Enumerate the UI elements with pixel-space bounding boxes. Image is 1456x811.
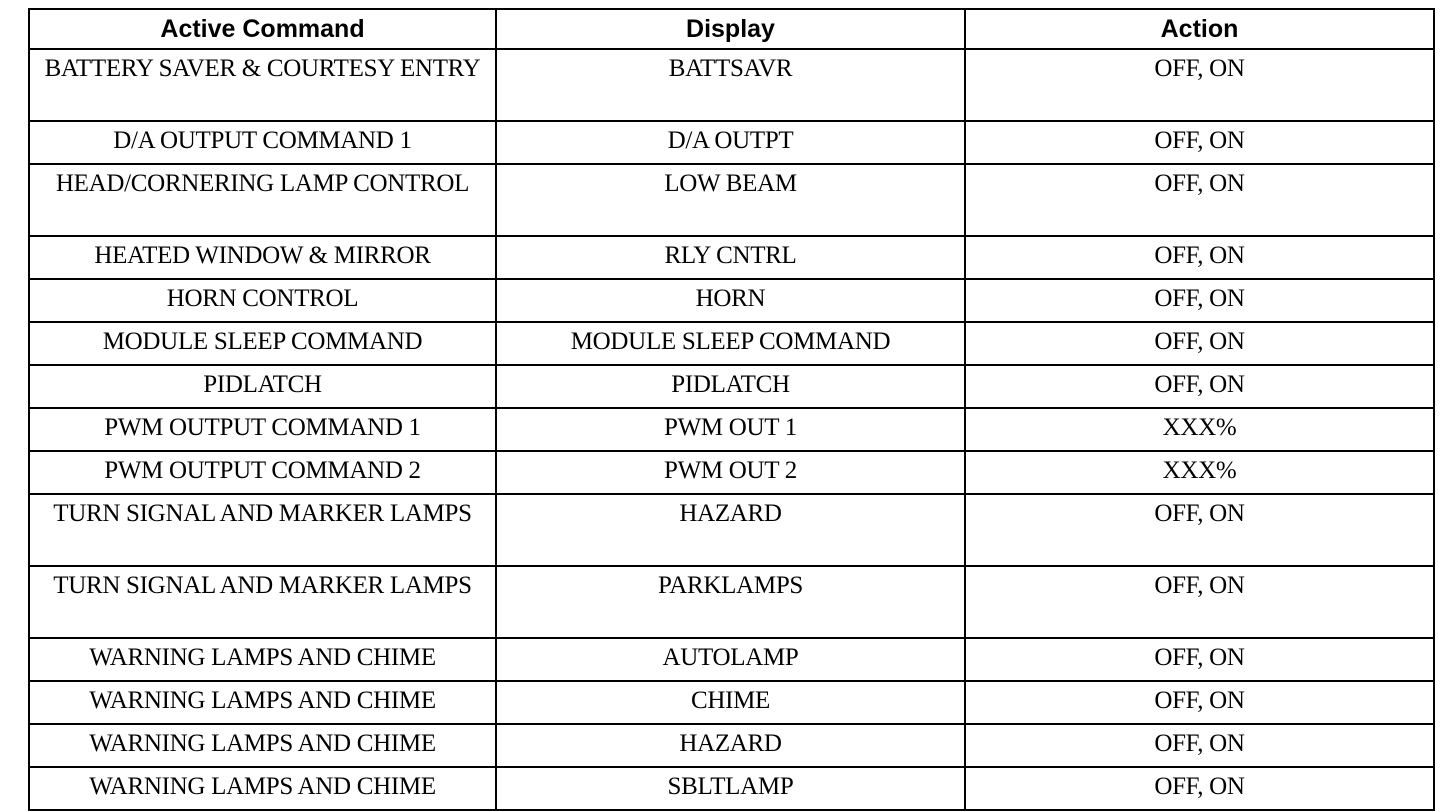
cell-display: HORN (496, 279, 965, 322)
table-row (29, 724, 1434, 767)
cell-action: OFF, ON (965, 638, 1434, 681)
cell-display: MODULE SLEEP COMMAND (496, 322, 965, 365)
cell-display: HAZARD (496, 494, 965, 566)
cell-action: OFF, ON (965, 322, 1434, 365)
table-row (29, 566, 1434, 638)
cell-action: OFF, ON (965, 494, 1434, 566)
cell-action: OFF, ON (965, 681, 1434, 724)
cell-action: OFF, ON (965, 724, 1434, 767)
table-row (29, 279, 1434, 322)
table-row (29, 767, 1434, 810)
cell-command: WARNING LAMPS AND CHIME (29, 724, 496, 767)
cell-action: OFF, ON (965, 365, 1434, 408)
table-header (29, 9, 1434, 49)
table-row (29, 49, 1434, 121)
table-row (29, 494, 1434, 566)
cell-action: OFF, ON (965, 566, 1434, 638)
table-row (29, 121, 1434, 164)
cell-display: BATTSAVR (496, 49, 965, 121)
cell-command: TURN SIGNAL AND MARKER LAMPS (29, 566, 496, 638)
cell-command: D/A OUTPUT COMMAND 1 (29, 121, 496, 164)
header-row (29, 9, 1434, 49)
cell-action: OFF, ON (965, 279, 1434, 322)
cell-display: LOW BEAM (496, 164, 965, 236)
cell-action: OFF, ON (965, 121, 1434, 164)
table-row (29, 365, 1434, 408)
header-action: Action (965, 9, 1434, 49)
cell-display: CHIME (496, 681, 965, 724)
table-row (29, 451, 1434, 494)
cell-command: WARNING LAMPS AND CHIME (29, 767, 496, 810)
cell-display: PIDLATCH (496, 365, 965, 408)
cell-display: D/A OUTPT (496, 121, 965, 164)
active-command-table (28, 8, 1435, 811)
cell-action: OFF, ON (965, 236, 1434, 279)
cell-display: RLY CNTRL (496, 236, 965, 279)
table-row (29, 164, 1434, 236)
table-row (29, 681, 1434, 724)
table-row (29, 236, 1434, 279)
cell-display: PARKLAMPS (496, 566, 965, 638)
cell-command: PWM OUTPUT COMMAND 1 (29, 408, 496, 451)
cell-command: PWM OUTPUT COMMAND 2 (29, 451, 496, 494)
table-body (29, 49, 1434, 810)
table-row (29, 408, 1434, 451)
cell-display: HAZARD (496, 724, 965, 767)
cell-command: MODULE SLEEP COMMAND (29, 322, 496, 365)
cell-command: TURN SIGNAL AND MARKER LAMPS (29, 494, 496, 566)
table-row (29, 322, 1434, 365)
cell-command: BATTERY SAVER & COURTESY ENTRY (29, 49, 496, 121)
cell-action: XXX% (965, 451, 1434, 494)
header-display: Display (496, 9, 965, 49)
cell-action: OFF, ON (965, 164, 1434, 236)
cell-command: HORN CONTROL (29, 279, 496, 322)
cell-display: PWM OUT 1 (496, 408, 965, 451)
cell-action: OFF, ON (965, 767, 1434, 810)
table-row (29, 638, 1434, 681)
cell-display: PWM OUT 2 (496, 451, 965, 494)
cell-display: AUTOLAMP (496, 638, 965, 681)
cell-action: XXX% (965, 408, 1434, 451)
cell-command: WARNING LAMPS AND CHIME (29, 681, 496, 724)
cell-command: WARNING LAMPS AND CHIME (29, 638, 496, 681)
cell-command: HEAD/CORNERING LAMP CONTROL (29, 164, 496, 236)
cell-command: HEATED WINDOW & MIRROR (29, 236, 496, 279)
header-active-command: Active Command (29, 9, 496, 49)
cell-command: PIDLATCH (29, 365, 496, 408)
cell-display: SBLTLAMP (496, 767, 965, 810)
cell-action: OFF, ON (965, 49, 1434, 121)
